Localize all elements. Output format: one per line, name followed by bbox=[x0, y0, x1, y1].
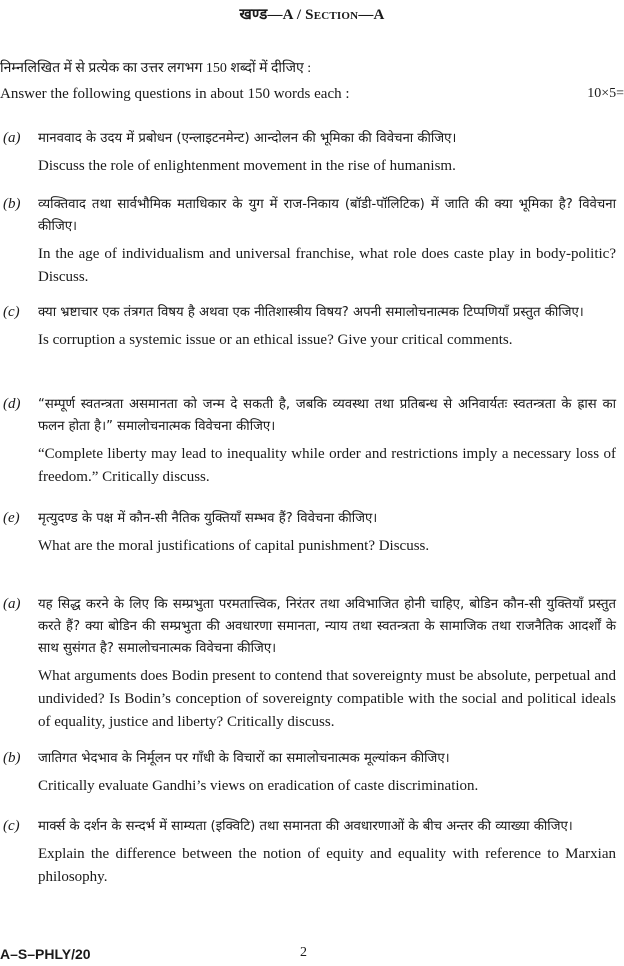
paper-code-number: 20 bbox=[74, 946, 91, 962]
question-label: (a) bbox=[3, 596, 21, 612]
question-label: (b) bbox=[3, 196, 21, 212]
question-1c bbox=[0, 302, 624, 352]
question-text-english: Explain the difference between the notion of equity and equality with reference to Marxian philosophy. bbox=[38, 846, 616, 885]
question-text-english: Discuss the role of enlightenment movement in the rise of humanism. bbox=[38, 158, 456, 174]
question-2a bbox=[0, 594, 624, 734]
section-heading-english: Section—A bbox=[305, 7, 385, 23]
question-label: (d) bbox=[3, 396, 21, 412]
question-label: (c) bbox=[3, 818, 20, 834]
question-text-english: Is corruption a systemic issue or an ethical issue? Give your critical comments. bbox=[38, 332, 513, 348]
section-heading-separator: / bbox=[296, 7, 302, 23]
question-text-hindi: व्यक्तिवाद तथा सार्वभौमिक मताधिकार के युग में राज-निकाय (बॉडी-पॉलिटिक) में जाति की क्या भूमिका है? विवेचना कीजिए। bbox=[38, 197, 616, 234]
question-text-hindi: मानववाद के उदय में प्रबोधन (एन्लाइटनमेन्ट) आन्दोलन की भूमिका की विवेचना कीजिए। bbox=[38, 131, 457, 146]
marks-allocation: 10×5= bbox=[587, 86, 624, 101]
question-text-hindi: यह सिद्ध करने के लिए कि सम्प्रभुता परमतात्त्विक, निरंतर तथा अविभाजित होनी चाहिए, बोडिन कौन-सी युक्तियाँ प्रस्तुत करते हैं? क्या बोडिन की सम्प्रभुता की अवधारणा समानता, न्याय तथा स्वतन्त्रता के सामाजिक तथा राजनैतिक आदर्शों के साथ सुसंगत है? समालोचनात्मक विवेचना कीजिए। bbox=[38, 597, 616, 656]
instruction-english: Answer the following questions in about 150 words each : bbox=[0, 86, 350, 102]
question-label: (c) bbox=[3, 304, 20, 320]
question-2c bbox=[0, 816, 624, 889]
paper-code-prefix: A–S–PHLY/ bbox=[0, 946, 75, 962]
question-text-english: Critically evaluate Gandhi’s views on eradication of caste discrimination. bbox=[38, 778, 479, 794]
question-label: (a) bbox=[3, 130, 21, 146]
page-number: 2 bbox=[300, 945, 307, 960]
question-text-hindi: जातिगत भेदभाव के निर्मूलन पर गाँधी के विचारों का समालोचनात्मक मूल्यांकन कीजिए। bbox=[38, 751, 450, 766]
question-1e bbox=[0, 508, 624, 558]
question-text-hindi: मार्क्स के दर्शन के सन्दर्भ में साम्यता (इक्विटि) तथा समानता की अवधारणाओं के बीच अन्तर की व्याख्या कीजिए। bbox=[38, 819, 573, 834]
section-heading-hindi: खण्ड—A bbox=[239, 7, 293, 23]
question-1b bbox=[0, 194, 624, 289]
question-label: (e) bbox=[3, 510, 20, 526]
question-1d bbox=[0, 394, 624, 489]
question-1a bbox=[0, 128, 624, 178]
question-2b bbox=[0, 748, 624, 798]
instruction-hindi: निम्नलिखित में से प्रत्येक का उत्तर लगभग 150 शब्दों में दीजिए : bbox=[0, 61, 312, 76]
question-text-english: “Complete liberty may lead to inequality while order and restrictions imply a necessary loss of freedom.” Critically discuss. bbox=[38, 446, 616, 485]
section-heading bbox=[0, 4, 624, 24]
question-text-hindi: क्या भ्रष्टाचार एक तंत्रगत विषय है अथवा एक नीतिशास्त्रीय विषय? अपनी समालोचनात्मक टिप्पणियाँ प्रस्तुत कीजिए। bbox=[38, 305, 584, 320]
question-text-english: What are the moral justifications of capital punishment? Discuss. bbox=[38, 538, 430, 554]
question-text-hindi: “सम्पूर्ण स्वतन्त्रता असमानता को जन्म दे सकती है, जबकि व्यवस्था तथा प्रतिबन्ध से अनिवार्यतः स्वतन्त्रता के ह्रास का फलन होता है।” समालोचनात्मक विवेचना कीजिए। bbox=[38, 397, 616, 434]
question-text-english: In the age of individualism and universal franchise, what role does caste play in body-politic? Discuss. bbox=[38, 246, 616, 285]
question-label: (b) bbox=[3, 750, 21, 766]
paper-code bbox=[0, 946, 91, 962]
question-text-english: What arguments does Bodin present to contend that sovereignty must be absolute, perpetual and undivided? Is Bodin’s conception of sovereignty compatible with the social and political ideals of equality, justice and liberty? Critically discuss. bbox=[38, 668, 616, 730]
question-text-hindi: मृत्युदण्ड के पक्ष में कौन-सी नैतिक युक्तियाँ सम्भव हैं? विवेचना कीजिए। bbox=[38, 511, 378, 526]
